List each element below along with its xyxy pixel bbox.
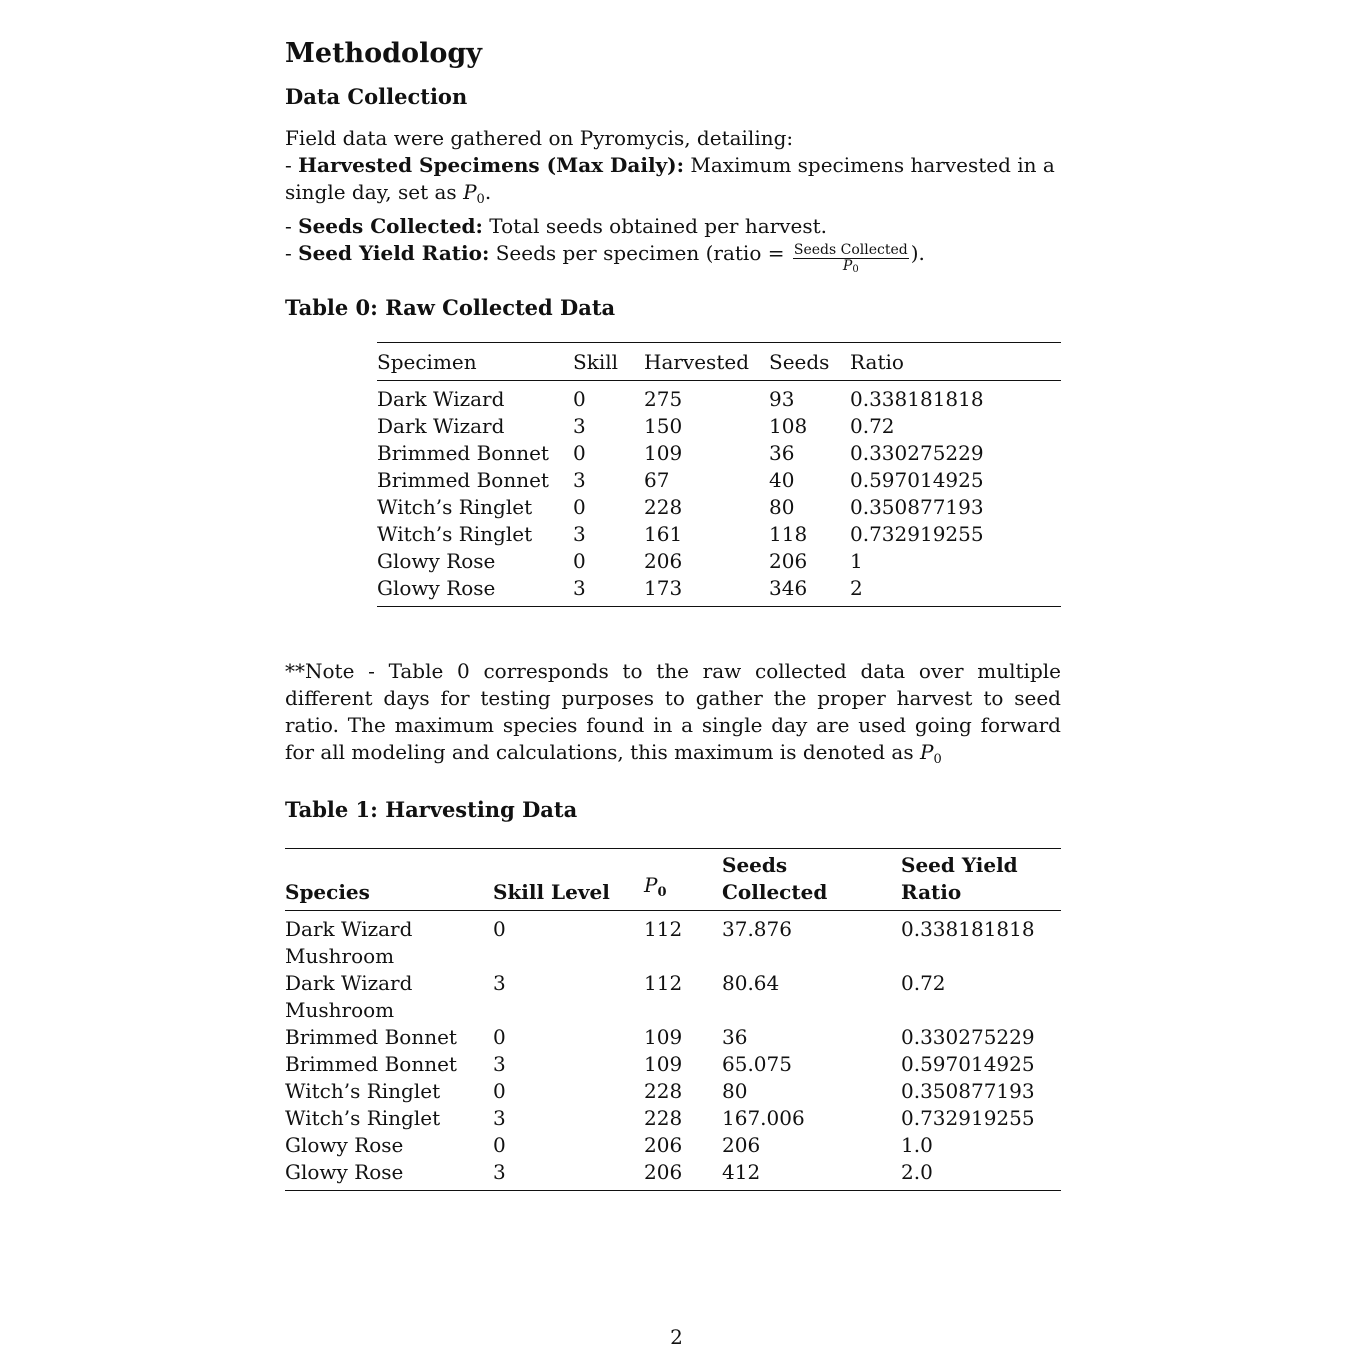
table1-cell-ratio: 0.330275229 [901,1025,1035,1049]
table1-cell-p0: 206 [644,1160,683,1184]
table1-row [285,1159,1061,1191]
note-text: **Note - Table 0 corresponds to the raw collected data over multiple different days for testing purposes to gather the proper harvest to seed ratio. The maximum species found in a single day are used going forward for all modeling and calculations, this maximum is denoted as [285,659,1061,764]
table0-row [377,521,1061,548]
table0-cell: 3 [573,576,586,600]
table1-cell-species: Brimmed Bonnet [285,1052,457,1076]
table1-cell-skill: 3 [493,971,506,995]
table1-cell-species: Dark Wizard Mushroom [285,971,413,1022]
item-text-seeds: Total seeds obtained per harvest. [489,214,827,238]
table0-row [377,494,1061,521]
table0-cell: 0.338181818 [850,387,984,411]
table1-cell-p0: 109 [644,1052,683,1076]
table0-cell: Glowy Rose [377,549,496,573]
table1-cell-skill: 0 [493,1133,506,1157]
table0-cell: Dark Wizard [377,414,505,438]
table0-row [377,548,1061,575]
table1-cell-species: Brimmed Bonnet [285,1025,457,1049]
table1-row [285,1051,1061,1078]
section-title: Methodology [285,38,482,69]
table0-cell: 173 [644,576,683,600]
note-paragraph [285,658,1061,773]
table0-cell: Brimmed Bonnet [377,468,549,492]
table1-cell-seeds: 206 [722,1133,761,1157]
table1-header-seeds: Seeds Collected [722,849,901,911]
table0-cell: 0 [573,495,586,519]
table0-cell: 2 [850,576,863,600]
table0-cell: 67 [644,468,670,492]
table1-row [285,1105,1061,1132]
table0-header: Ratio [850,343,1061,381]
table1-header-species: Species [285,849,493,911]
ratio-fraction: $\frac{\text{Seeds Collected}}{P_0}$ [793,242,908,275]
table1-cell-ratio: 0.338181818 [901,917,1035,941]
table1-cell-species: Dark Wizard Mushroom [285,917,413,968]
table1-header-skill: Skill Level [493,849,644,911]
table0-cell: 36 [769,441,795,465]
table1-cell-ratio: 0.350877193 [901,1079,1035,1103]
table1-cell-species: Glowy Rose [285,1133,404,1157]
table0-header: Skill [573,343,644,381]
table1-cell-ratio: 0.72 [901,971,946,995]
table0-caption: Table 0: Raw Collected Data [285,295,616,320]
table0-cell: 93 [769,387,795,411]
table0-row [377,381,1061,414]
table1-cell-species: Glowy Rose [285,1160,404,1184]
table1-row [285,970,1061,1024]
table0-cell: 0 [573,387,586,411]
note-p0-symbol: $P_0$ [919,740,942,767]
table0-row [377,440,1061,467]
table1-cell-seeds: 412 [722,1160,761,1184]
table1-cell-ratio: 1.0 [901,1133,933,1157]
table0-cell: 0.330275229 [850,441,984,465]
table0-raw-data [377,342,1061,607]
table1-harvesting-data [285,848,1061,1191]
table1-cell-p0: 228 [644,1079,683,1103]
table0-row [377,575,1061,607]
table1-row [285,911,1061,971]
table0-cell: 346 [769,576,808,600]
table0-cell: 206 [769,549,808,573]
table0-cell: 0 [573,441,586,465]
table0-cell: 228 [644,495,683,519]
table0-header: Harvested [644,343,769,381]
table1-cell-seeds: 36 [722,1025,748,1049]
table1-cell-skill: 3 [493,1106,506,1130]
table0-cell: 0 [573,549,586,573]
table0-cell: 206 [644,549,683,573]
table0-cell: Witch’s Ringlet [377,495,533,519]
table0-cell: 108 [769,414,808,438]
table1-cell-p0: 206 [644,1133,683,1157]
table1-caption: Table 1: Harvesting Data [285,797,578,822]
table0-cell: 0.732919255 [850,522,984,546]
table1-row [285,1132,1061,1159]
table1-cell-seeds: 37.876 [722,917,792,941]
table0-header: Seeds [769,343,850,381]
table1-cell-skill: 0 [493,917,506,941]
table1-cell-ratio: 0.732919255 [901,1106,1035,1130]
table0-cell: 118 [769,522,808,546]
table0-cell: 0.597014925 [850,468,984,492]
table1-cell-skill: 0 [493,1079,506,1103]
table1-cell-ratio: 2.0 [901,1160,933,1184]
table1-cell-seeds: 65.075 [722,1052,792,1076]
table0-cell: 150 [644,414,683,438]
item-text-harvested: Maximum specimens harvested in a single day, set as [285,153,1055,204]
table1-cell-skill: 3 [493,1052,506,1076]
table0-cell: 161 [644,522,683,546]
table1-cell-p0: 109 [644,1025,683,1049]
table0-header: Specimen [377,343,573,381]
intro-lead: Field data were gathered on Pyromycis, detailing: [285,126,794,150]
table0-row [377,413,1061,440]
table1-cell-p0: 112 [644,971,683,995]
table1-cell-skill: 0 [493,1025,506,1049]
table0-header-row [377,343,1061,381]
item-label-harvested: Harvested Specimens (Max Daily): [298,153,685,177]
table1-cell-species: Witch’s Ringlet [285,1106,441,1130]
table0-cell: 80 [769,495,795,519]
page-number: 2 [670,1325,683,1349]
table0-cell: 3 [573,468,586,492]
table1-row [285,1024,1061,1051]
p0-symbol: $P_0$ [463,180,485,207]
table0-cell: 275 [644,387,683,411]
table1-header-p0: $P_0$ [644,849,722,911]
table1-header-row [285,849,1061,911]
table0-cell: 0.350877193 [850,495,984,519]
table0-cell: 3 [573,414,586,438]
table1-cell-p0: 228 [644,1106,683,1130]
table0-cell: Brimmed Bonnet [377,441,549,465]
intro-paragraph: Field data were gathered on Pyromycis, detailing: - Harvested Specimens (Max Daily): Maximum specimens harvested in a single day, set as $P_0$. - Seeds Collected: Total seeds obtained per harvest. - Seed Yield Ratio: Seeds per specimen (ratio = $\frac{\text{Seeds Collected}}{P_0}$ ). [285,126,1055,275]
table0-cell: Dark Wizard [377,387,505,411]
item-text-ratio: Seeds per specimen (ratio = [495,241,785,265]
table1-cell-seeds: 167.006 [722,1106,805,1130]
table0-cell: 0.72 [850,414,895,438]
table1-row [285,1078,1061,1105]
table1-cell-p0: 112 [644,917,683,941]
table0-cell: 1 [850,549,863,573]
subsection-title: Data Collection [285,84,468,109]
table1-cell-ratio: 0.597014925 [901,1052,1035,1076]
table0-row [377,467,1061,494]
table1-cell-seeds: 80.64 [722,971,780,995]
item-label-seeds: Seeds Collected: [298,214,483,238]
table1-cell-species: Witch’s Ringlet [285,1079,441,1103]
table1-cell-seeds: 80 [722,1079,748,1103]
table1-header-ratio: Seed Yield Ratio [901,849,1061,911]
table1-cell-skill: 3 [493,1160,506,1184]
table0-cell: 40 [769,468,795,492]
table0-cell: Glowy Rose [377,576,496,600]
table0-cell: Witch’s Ringlet [377,522,533,546]
table0-cell: 109 [644,441,683,465]
table0-cell: 3 [573,522,586,546]
item-label-ratio: Seed Yield Ratio: [298,241,490,265]
